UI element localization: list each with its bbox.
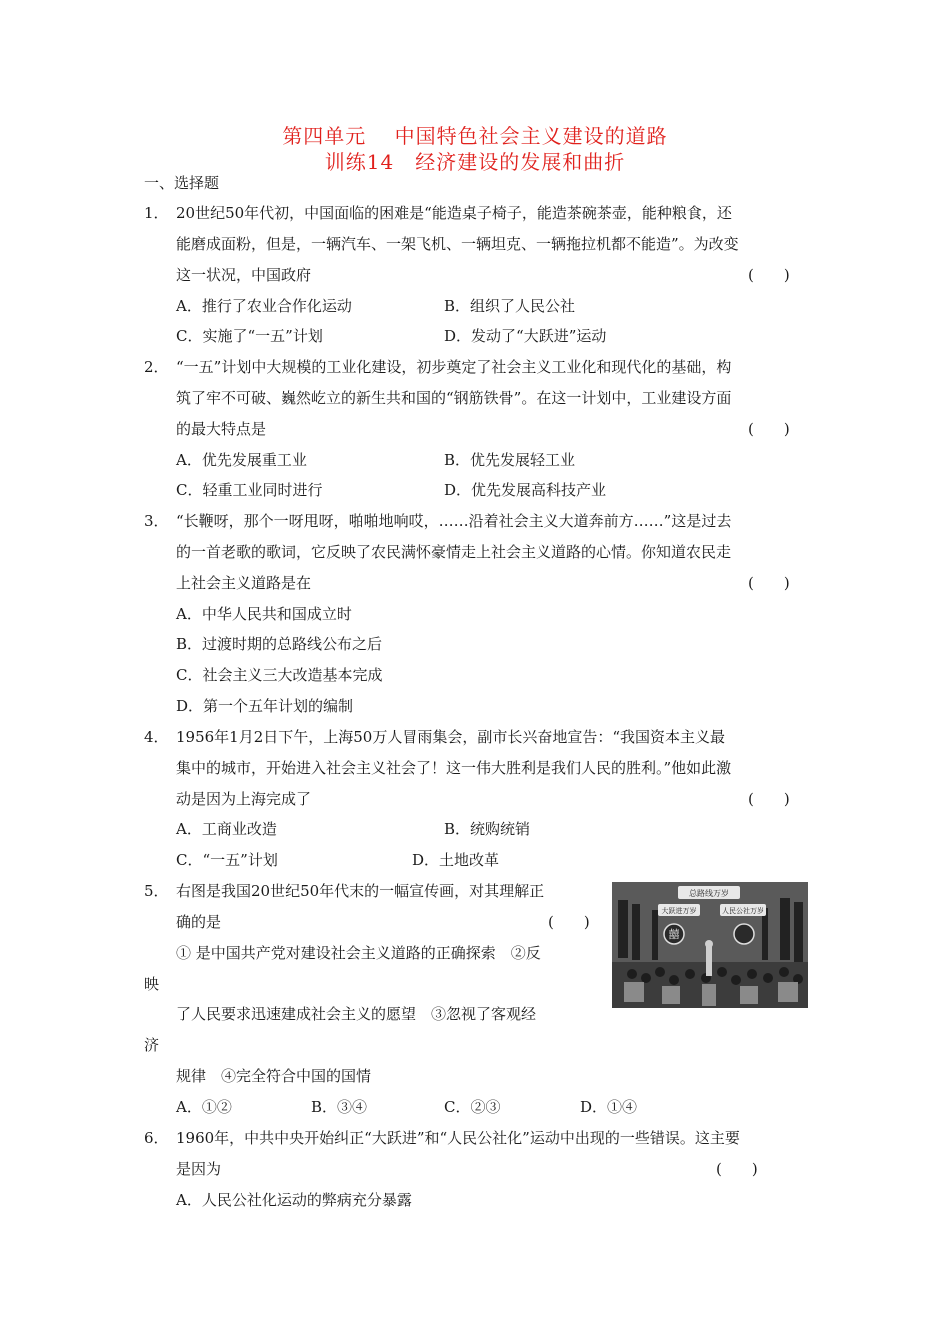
option-b: B．统购统销 [444, 820, 531, 838]
option-d: D．土地改革 [412, 851, 500, 869]
question-text: 20世纪50年代初，中国面临的困难是“能造桌子椅子，能造茶碗茶壶，能种粮食，还 [176, 204, 732, 222]
question-number: 4． [144, 728, 169, 746]
option-c: C．轻重工业同时进行 [176, 481, 323, 499]
question-text: “一五”计划中大规模的工业化建设，初步奠定了社会主义工业化和现代化的基础，构 [176, 358, 732, 376]
question-text: 上社会主义道路是在 [176, 574, 312, 592]
answer-blank: ( ) [748, 790, 790, 808]
option-a: A．人民公社化运动的弊病充分暴露 [176, 1191, 412, 1209]
section-heading: 一、选择题 [144, 174, 220, 192]
question-text: 右图是我国20世纪50年代末的一幅宣传画，对其理解正 [176, 882, 545, 900]
exercise-title: 训练14 经济建设的发展和曲折 [324, 150, 626, 174]
option-a: A．①② [176, 1098, 232, 1116]
poster-sign-right: 人民公社万岁 [722, 907, 764, 915]
option-d: D．优先发展高科技产业 [444, 481, 607, 499]
question-text: ① 是中国共产党对建设社会主义道路的正确探索 ②反 [176, 944, 541, 962]
question-text: 1960年，中共中央开始纠正“大跃进”和“人民公社化”运动中出现的一些错误。这主要 [176, 1129, 740, 1147]
question-text: 济 [144, 1036, 160, 1054]
question-number: 5． [144, 882, 169, 900]
question-text: 了人民要求迅速建成社会主义的愿望 ③忽视了客观经 [176, 1005, 537, 1023]
question-text: 是因为 [176, 1160, 222, 1178]
question-number: 1． [144, 204, 169, 222]
poster-sign-top: 总路线万岁 [689, 889, 729, 898]
question-text: 的一首老歌的歌词，它反映了农民满怀豪情走上社会主义道路的心情。你知道农民走 [176, 543, 732, 561]
question-text: 能磨成面粉，但是，一辆汽车、一架飞机、一辆坦克、一辆拖拉机都不能造”。为改变 [176, 235, 739, 253]
propaganda-poster-image [612, 882, 808, 1008]
question-text: 筑了牢不可破、巍然屹立的新生共和国的“钢筋铁骨”。在这一计划中，工业建设方面 [176, 389, 732, 407]
question-text: 1956年1月2日下午，上海50万人冒雨集会，副市长兴奋地宣告：“我国资本主义最 [176, 728, 726, 746]
question-text: 映 [144, 975, 160, 993]
option-d: D．发动了“大跃进”运动 [444, 327, 607, 345]
option-b: B．组织了人民公社 [444, 297, 576, 315]
question-text: 这一状况，中国政府 [176, 266, 312, 284]
unit-title: 第四单元 中国特色社会主义建设的道路 [282, 124, 668, 148]
option-b: B．过渡时期的总路线公布之后 [176, 635, 383, 653]
option-a: A．优先发展重工业 [176, 451, 307, 469]
question-text: 确的是 [176, 913, 222, 931]
answer-blank: ( ) [548, 913, 590, 931]
option-a: A．工商业改造 [176, 820, 277, 838]
option-b: B．③④ [311, 1098, 368, 1116]
answer-blank: ( ) [748, 266, 790, 284]
option-d: D．第一个五年计划的编制 [176, 697, 354, 715]
question-text: 的最大特点是 [176, 420, 267, 438]
option-c: C．实施了“一五”计划 [176, 327, 323, 345]
question-number: 3． [144, 512, 169, 530]
option-c: C．社会主义三大改造基本完成 [176, 666, 383, 684]
question-text: 规律 ④完全符合中国的国情 [176, 1067, 372, 1085]
question-text: “长鞭呀，那个一呀甩呀，啪啪地响哎，……沿着社会主义大道奔前方……”这是过去 [176, 512, 732, 530]
option-d: D．①④ [580, 1098, 638, 1116]
option-b: B．优先发展轻工业 [444, 451, 576, 469]
answer-blank: ( ) [748, 574, 790, 592]
question-number: 6． [144, 1129, 169, 1147]
option-a: A．中华人民共和国成立时 [176, 605, 352, 623]
poster-emblem: 囍 [668, 928, 680, 941]
question-text: 集中的城市，开始进入社会主义社会了！这一伟大胜利是我们人民的胜利。”他如此激 [176, 759, 732, 777]
poster-sign-left: 大跃进万岁 [661, 907, 697, 915]
question-number: 2． [144, 358, 169, 376]
option-c: C．“一五”计划 [176, 851, 278, 869]
option-c: C．②③ [444, 1098, 501, 1116]
answer-blank: ( ) [748, 420, 790, 438]
answer-blank: ( ) [716, 1160, 758, 1178]
question-text: 动是因为上海完成了 [176, 790, 312, 808]
option-a: A．推行了农业合作化运动 [176, 297, 352, 315]
